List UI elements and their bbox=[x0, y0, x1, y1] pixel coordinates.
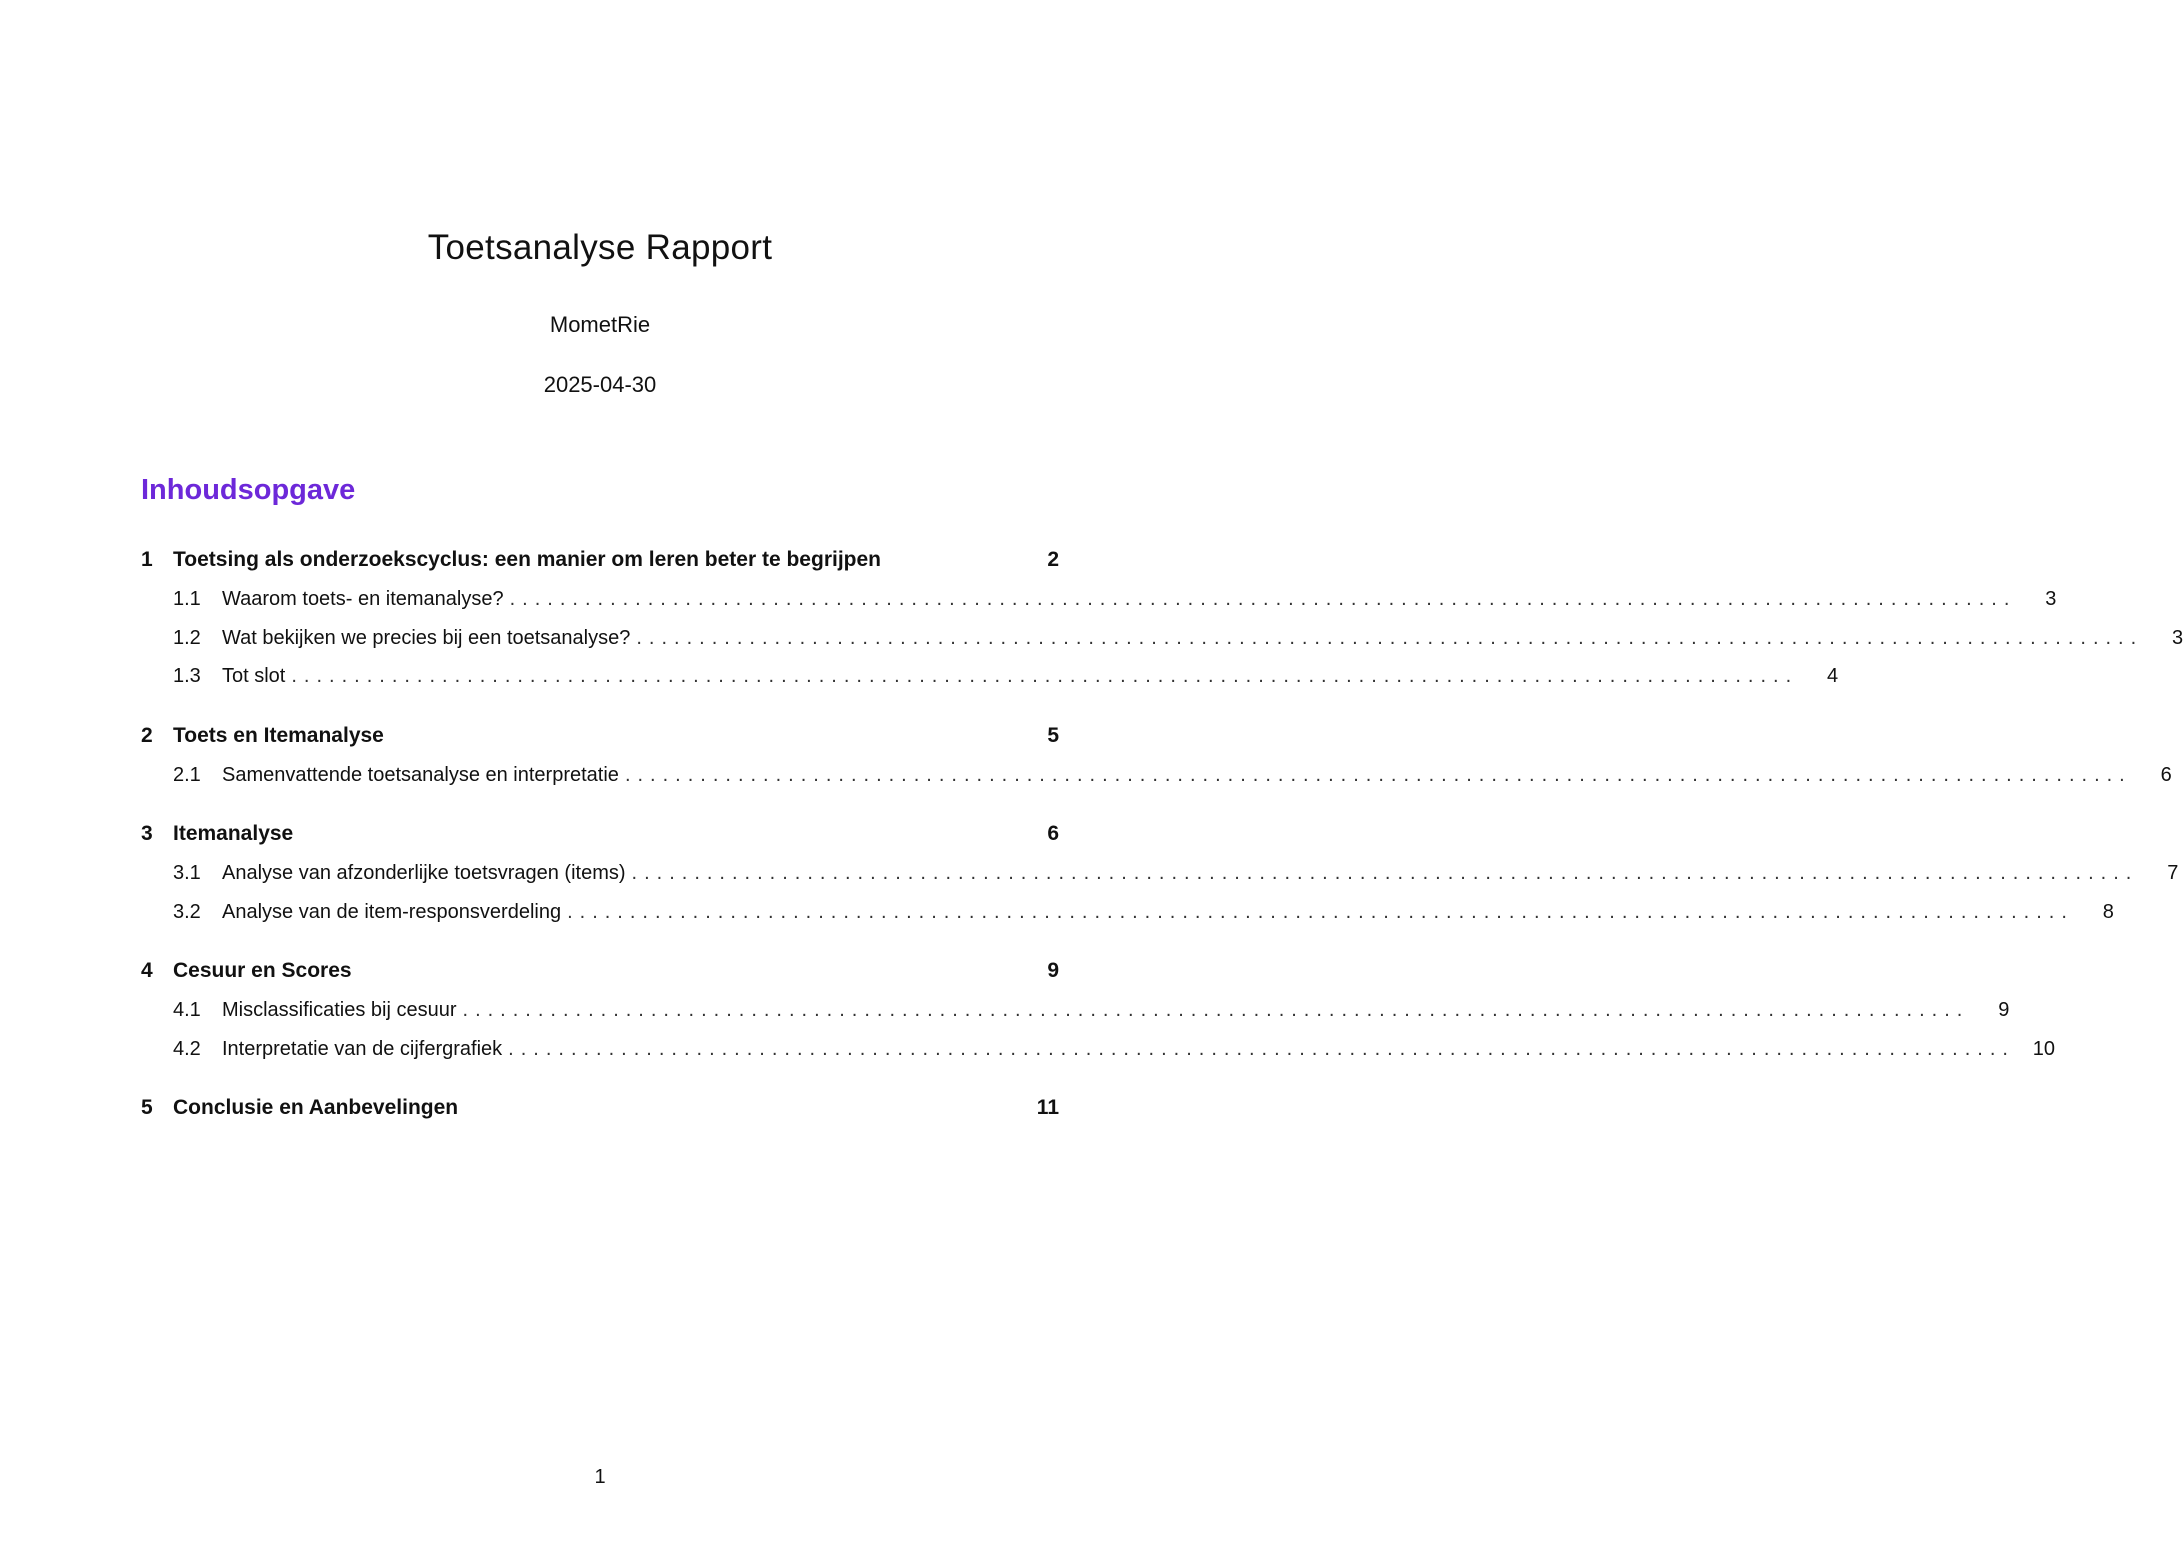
chapter-number: 1 bbox=[141, 548, 153, 571]
toc-section[interactable] bbox=[141, 657, 1839, 696]
dot-leader: ........................................................................................................................ bbox=[624, 763, 2132, 786]
section-page-number: 9 bbox=[1998, 999, 2010, 1021]
chapter-number: 4 bbox=[141, 959, 153, 982]
toc-section[interactable] bbox=[141, 991, 2010, 1030]
toc-chapter[interactable] bbox=[141, 716, 1059, 756]
section-number: 1.1 bbox=[173, 588, 201, 610]
chapter-title: Toets en Itemanalyse bbox=[173, 723, 384, 747]
section-page-number: 6 bbox=[2160, 763, 2172, 786]
chapter-page-number: 5 bbox=[1047, 723, 1059, 747]
table-of-contents bbox=[141, 540, 2183, 1128]
dot-leader: ........................................................................................................................ bbox=[508, 1037, 2015, 1060]
chapter-page-number: 2 bbox=[1047, 548, 1059, 571]
toc-chapter[interactable] bbox=[141, 540, 1059, 580]
document-date: 2025-04-30 bbox=[543, 372, 657, 397]
chapter-page-number: 9 bbox=[1047, 959, 1059, 982]
page-number: 1 bbox=[594, 1466, 606, 1488]
chapter-title: Toetsing als onderzoekscyclus: een manier om leren beter te begrijpen bbox=[173, 548, 881, 571]
section-title: Analyse van afzonderlijke toetsvragen (items) bbox=[222, 862, 626, 884]
section-number: 1.3 bbox=[173, 665, 201, 687]
section-title: Misclassificaties bij cesuur bbox=[222, 999, 457, 1021]
chapter-number: 2 bbox=[141, 723, 153, 747]
chapter-spacer bbox=[141, 696, 1059, 716]
section-title: Interpretatie van de cijfergrafiek bbox=[222, 1037, 503, 1060]
section-number: 1.2 bbox=[173, 626, 201, 649]
chapter-title: Conclusie en Aanbevelingen bbox=[173, 1096, 459, 1119]
section-page-number: 3 bbox=[2172, 626, 2183, 649]
section-page-number: 8 bbox=[2102, 900, 2114, 923]
chapter-page-number: 6 bbox=[1047, 822, 1059, 845]
section-title: Wat bekijken we precies bij een toetsanalyse? bbox=[222, 626, 631, 649]
section-number: 2.1 bbox=[173, 763, 201, 786]
section-title: Tot slot bbox=[222, 665, 286, 687]
toc-section[interactable] bbox=[141, 756, 2172, 795]
dot-leader: ........................................................................................................................ bbox=[462, 999, 1970, 1021]
toc-section[interactable] bbox=[141, 1030, 2055, 1069]
chapter-number: 3 bbox=[141, 822, 153, 845]
dot-leader: ........................................................................................................................ bbox=[291, 665, 1799, 687]
chapter-title: Cesuur en Scores bbox=[173, 959, 352, 982]
toc-chapter[interactable] bbox=[141, 1088, 1059, 1128]
dot-leader: ........................................................................................................................ bbox=[567, 900, 2074, 923]
section-number: 4.2 bbox=[173, 1037, 201, 1060]
section-page-number: 10 bbox=[2032, 1037, 2055, 1060]
document-author: MometRie bbox=[549, 312, 651, 337]
chapter-spacer bbox=[141, 1068, 1059, 1088]
section-number: 3.2 bbox=[173, 900, 201, 923]
section-page-number: 7 bbox=[2167, 862, 2179, 884]
document-title: Toetsanalyse Rapport bbox=[427, 228, 773, 267]
section-page-number: 4 bbox=[1827, 665, 1839, 687]
section-title: Samenvattende toetsanalyse en interpretatie bbox=[222, 763, 619, 786]
chapter-number: 5 bbox=[141, 1096, 153, 1119]
toc-section[interactable] bbox=[141, 580, 2057, 619]
chapter-title: Itemanalyse bbox=[173, 822, 294, 845]
dot-leader: ........................................................................................................................ bbox=[509, 588, 2017, 610]
toc-heading: Inhoudsopgave bbox=[141, 474, 356, 506]
section-title: Analyse van de item-responsverdeling bbox=[222, 900, 562, 923]
toc-chapter[interactable] bbox=[141, 814, 1059, 854]
section-title: Waarom toets- en itemanalyse? bbox=[222, 588, 504, 610]
dot-leader: ........................................................................................................................ bbox=[631, 862, 2139, 884]
toc-section[interactable] bbox=[141, 854, 2179, 893]
section-page-number: 3 bbox=[2045, 588, 2057, 610]
chapter-page-number: 11 bbox=[1036, 1096, 1059, 1119]
toc-section[interactable] bbox=[141, 893, 2114, 932]
dot-leader: ........................................................................................................................ bbox=[636, 626, 2144, 649]
toc-section[interactable] bbox=[141, 619, 2183, 658]
chapter-spacer bbox=[141, 794, 1059, 814]
chapter-spacer bbox=[141, 931, 1059, 951]
section-number: 3.1 bbox=[173, 862, 201, 884]
section-number: 4.1 bbox=[173, 999, 201, 1021]
toc-chapter[interactable] bbox=[141, 951, 1059, 991]
